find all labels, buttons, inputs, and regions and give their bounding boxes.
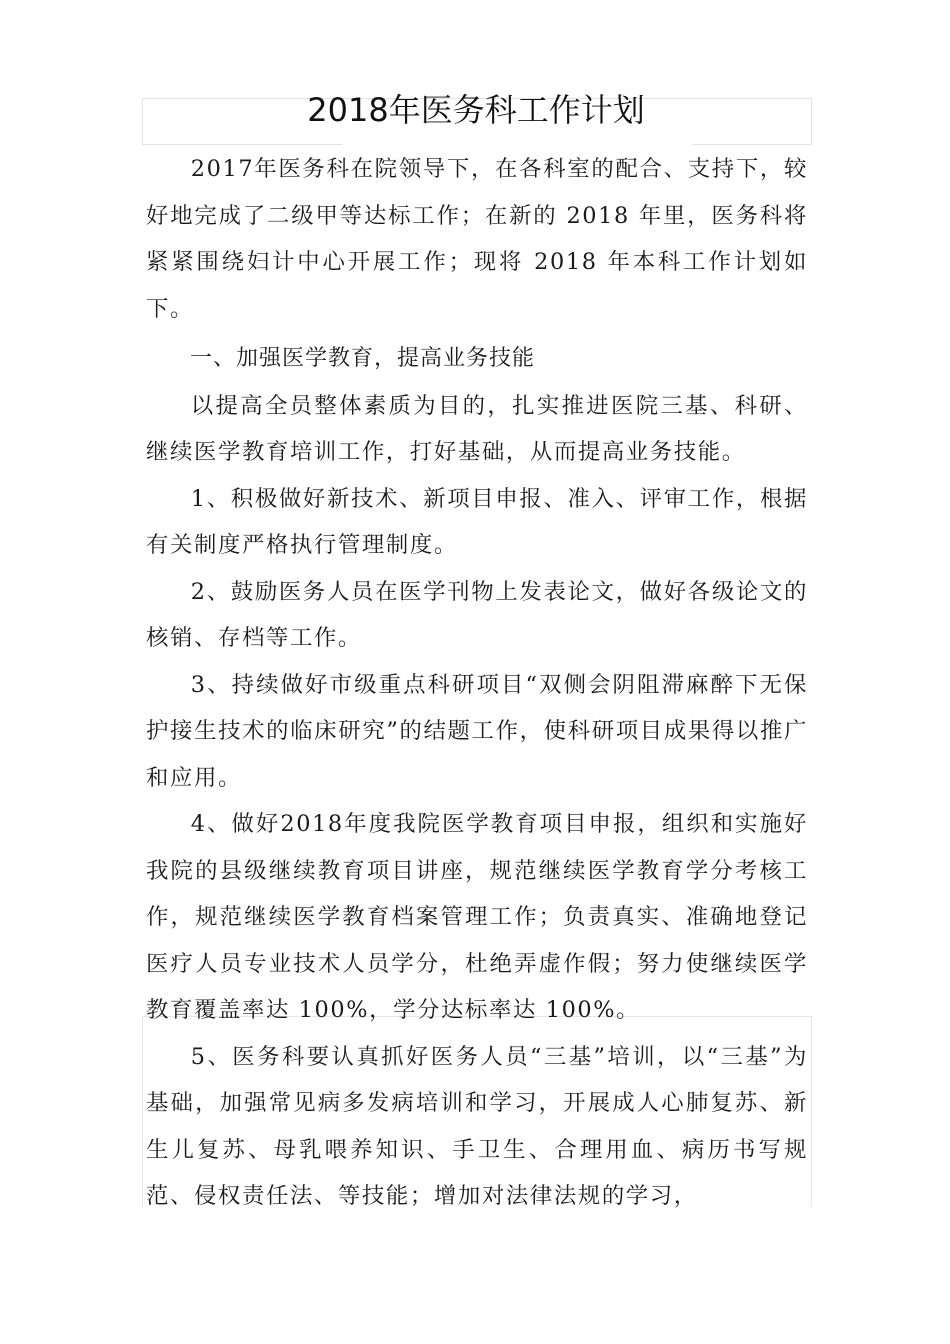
document-body <box>146 146 808 1220</box>
intro-paragraph: 2017年医务科在院领导下，在各科室的配合、支持下，较好地完成了二级甲等达标工作；在新的 2018 年里，医务科将紧紧围绕妇计中心开展工作；现将 2018 年本科工作计划如下。 <box>146 156 808 322</box>
document-title: 2018年医务科工作计划 <box>307 91 645 129</box>
section-heading: 一、加强医学教育，提高业务技能 <box>190 346 536 371</box>
item-1-paragraph: 1、积极做好新技术、新项目申报、准入、评审工作，根据有关制度严格执行管理制度。 <box>146 485 808 558</box>
item-4-paragraph: 4、做好2018年度我院医学教育项目申报，组织和实施好我院的县级继续教育项目讲座，规范继续医学教育学分考核工作，规范继续医学教育档案管理工作；负责真实、准确地登记医疗人员专业技术人员学分，杜绝弄虚作假；努力使继续医学教育覆盖率达 100%，学分达标率达 100%。 <box>146 811 808 1023</box>
item-5-paragraph: 5、医务科要认真抓好医务人员“三基”培训，以“三基”为基础，加强常见病多发病培训和学习，开展成人心肺复苏、新生儿复苏、母乳喂养知识、手卫生、合理用血、病历书写规范、侵权责任法、等技能；增加对法律法规的学习， <box>146 1043 808 1209</box>
item-2-paragraph: 2、鼓励医务人员在医学刊物上发表论文，做好各级论文的核销、存档等工作。 <box>146 578 808 651</box>
section-intro-paragraph: 以提高全员整体素质为目的，扎实推进医院三基、科研、继续医学教育培训工作，打好基础，从而提高业务技能。 <box>146 392 808 465</box>
item-3-paragraph: 3、持续做好市级重点科研项目“双侧会阴阻滞麻醉下无保护接生技术的临床研究”的结题工作，使科研项目成果得以推广和应用。 <box>146 671 808 791</box>
